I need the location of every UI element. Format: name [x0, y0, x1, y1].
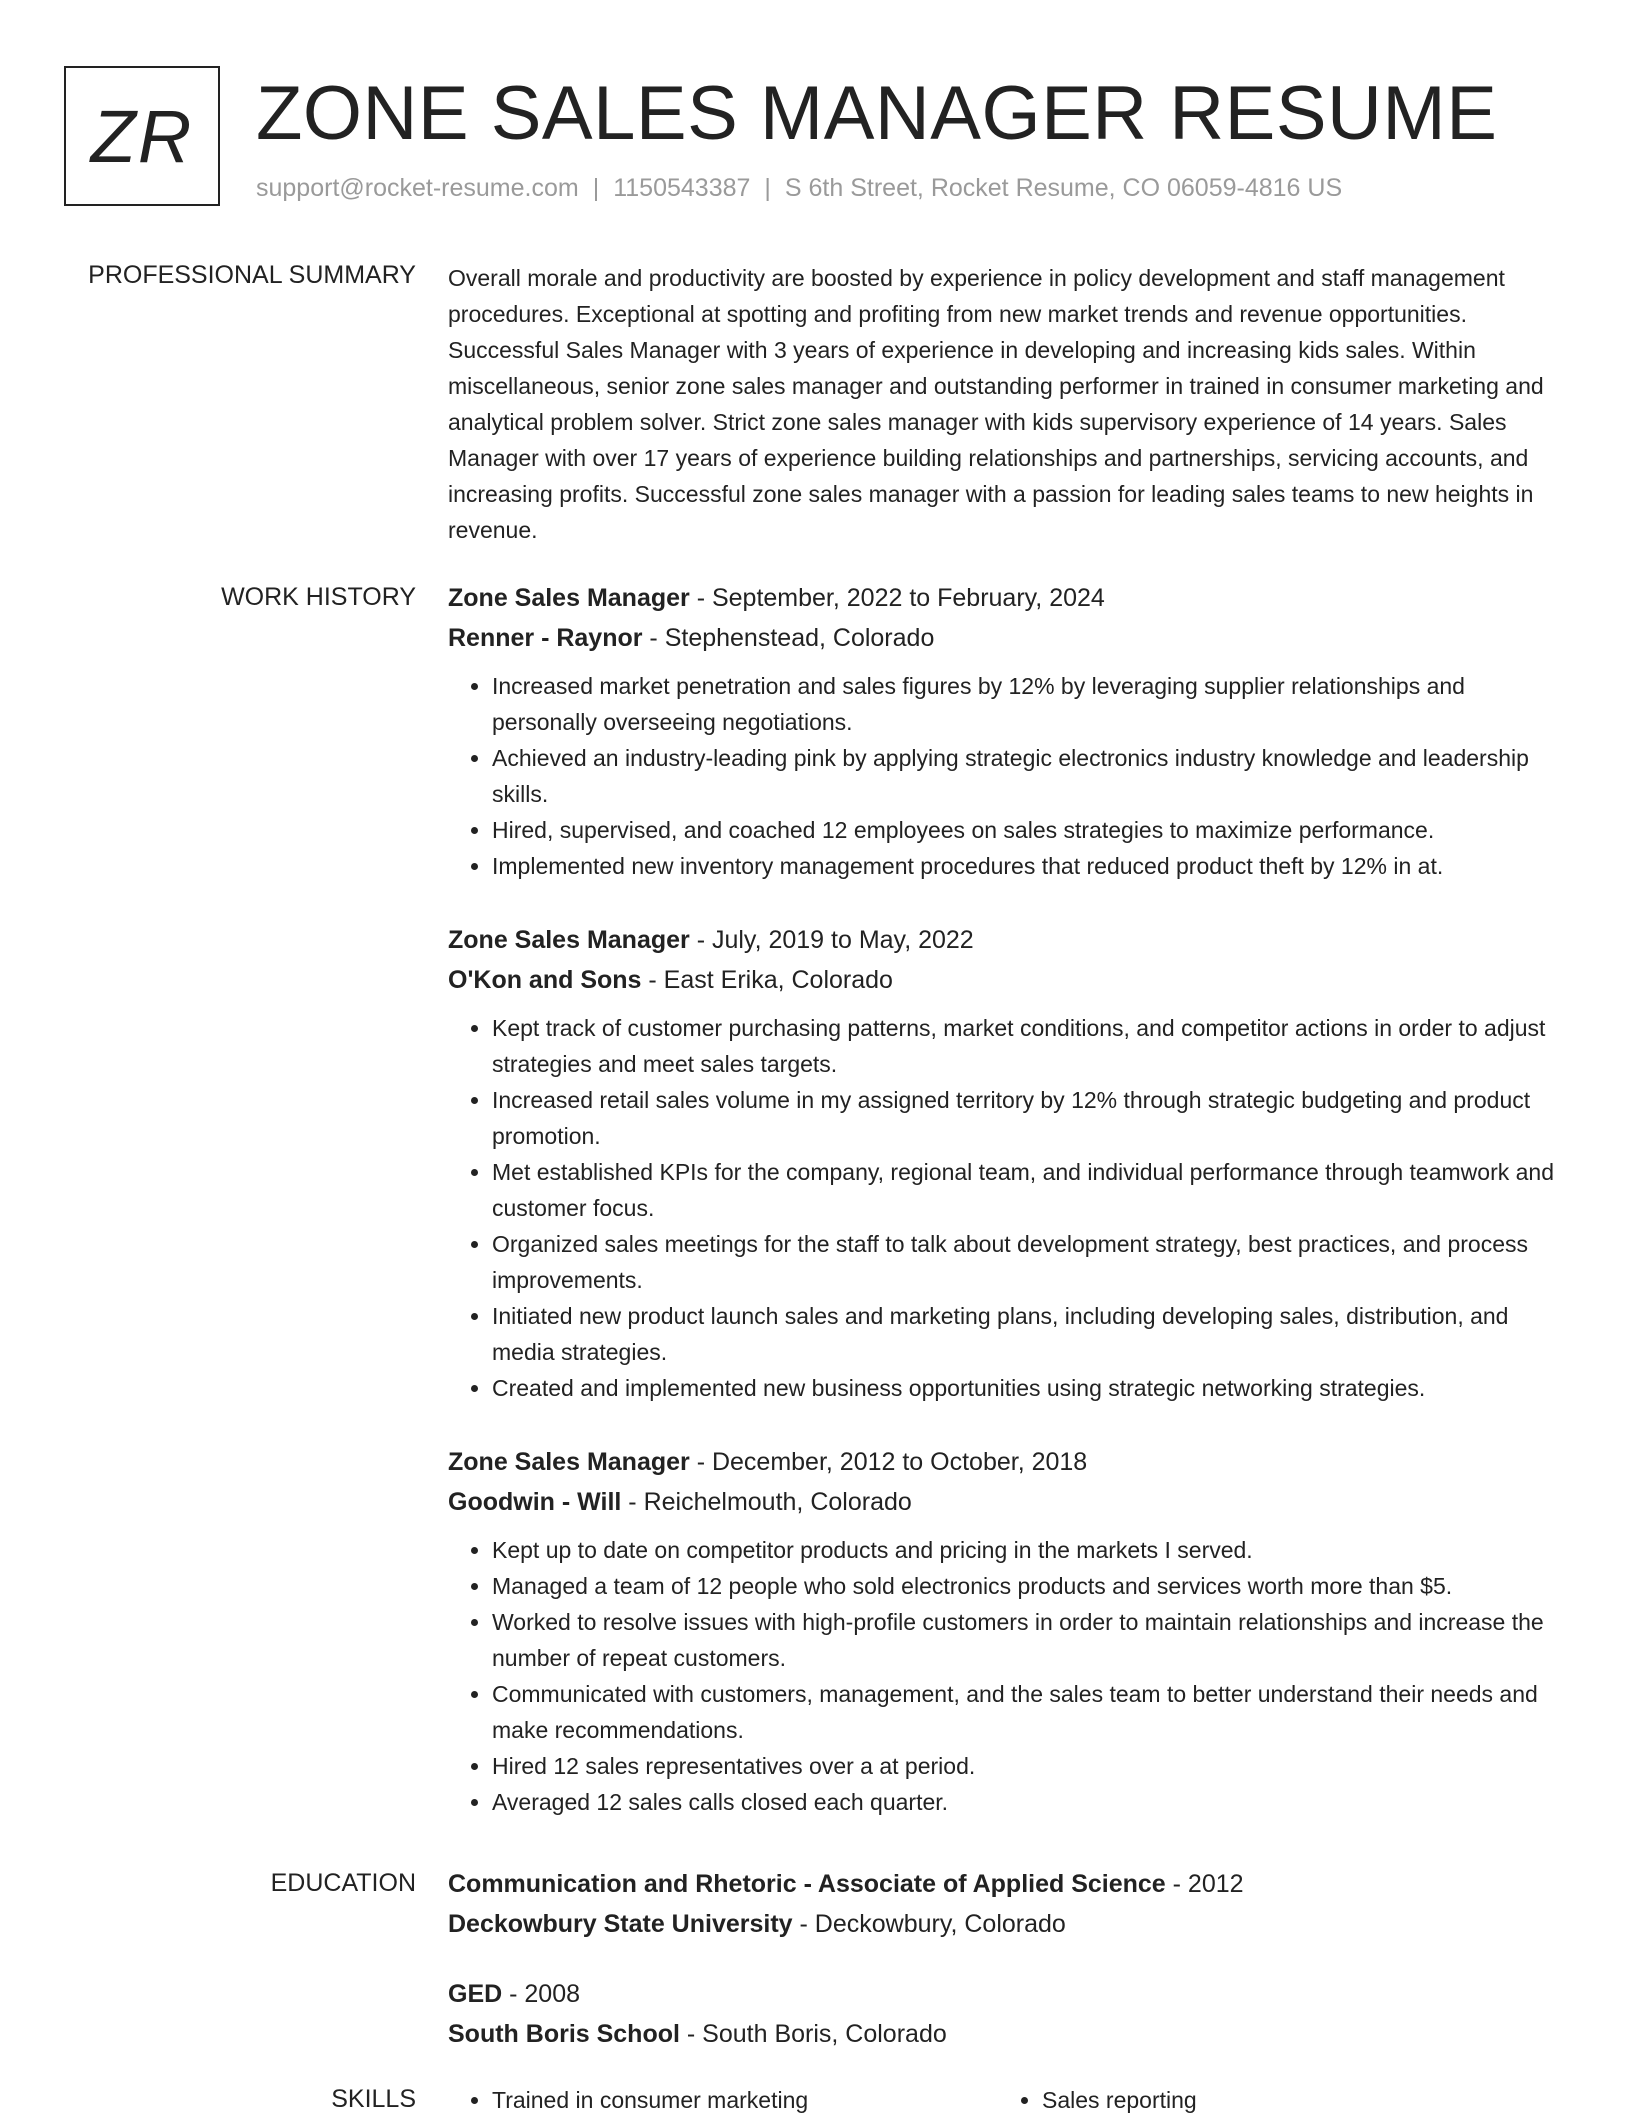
degree-name: Communication and Rhetoric - Associate of Applied Science [448, 1870, 1166, 1898]
contact-address: S 6th Street, Rocket Resume, CO 06059-4816 US [784, 174, 1343, 202]
job-duty: • Initiated new product launch sales and marketing plans, including developing sales, distribution, and media strategies. [492, 1298, 1568, 1370]
job-entry [448, 578, 1568, 884]
job-duty: • Hired 12 sales representatives over a at period. [492, 1748, 1568, 1784]
summary-heading: PROFESSIONAL SUMMARY [88, 261, 416, 289]
education-heading: EDUCATION [270, 1869, 416, 1897]
school-location: - South Boris, Colorado [679, 2020, 947, 2048]
job-company: Renner - Raynor [448, 624, 643, 652]
job-company: O'Kon and Sons [448, 966, 642, 994]
education-entry [448, 1864, 1568, 1944]
job-duty: • Kept up to date on competitor products and pricing in the markets I served. [492, 1532, 1568, 1568]
school-name: Deckowbury State University [448, 1910, 793, 1938]
job-location: - Reichelmouth, Colorado [621, 1488, 912, 1516]
job-company-line [448, 1482, 1568, 1522]
job-duty: • Increased retail sales volume in my assigned territory by 12% through strategic budgeting and product promotion. [492, 1082, 1568, 1154]
school-line [448, 2014, 1568, 2054]
contact-separator: | [764, 174, 771, 202]
job-duty: • Created and implemented new business opportunities using strategic networking strategies. [492, 1370, 1568, 1406]
job-title-line [448, 1442, 1568, 1482]
school-name: South Boris School [448, 2020, 680, 2048]
degree-line [448, 1864, 1568, 1904]
monogram-logo: ZR [64, 66, 220, 206]
skill-item: • Sales reporting [1042, 2082, 1548, 2118]
job-title: Zone Sales Manager [448, 1448, 690, 1476]
skills-list-right [998, 2082, 1548, 2118]
job-duty: • Achieved an industry-leading pink by applying strategic electronics industry knowledge and leadership skills. [492, 740, 1568, 812]
job-company-line [448, 618, 1568, 658]
job-title-line [448, 578, 1568, 618]
job-duty: • Averaged 12 sales calls closed each quarter. [492, 1784, 1568, 1820]
job-duties-list [448, 1532, 1568, 1820]
degree-year: - 2008 [502, 1980, 581, 2008]
job-title: Zone Sales Manager [448, 584, 690, 612]
skill-item: • Trained in consumer marketing [492, 2082, 998, 2118]
school-location: - Deckowbury, Colorado [792, 1910, 1066, 1938]
skills-list-left [448, 2082, 998, 2118]
job-entry [448, 1442, 1568, 1820]
job-dates: - July, 2019 to May, 2022 [689, 926, 974, 954]
school-line [448, 1904, 1568, 1944]
job-entry [448, 920, 1568, 1406]
contact-phone[interactable]: 1150543387 [613, 174, 751, 202]
work-history-heading: WORK HISTORY [221, 583, 416, 611]
job-duty: • Communicated with customers, management, and the sales team to better understand their needs and make recommendations. [492, 1676, 1568, 1748]
skills-heading: SKILLS [331, 2085, 416, 2113]
job-duty: • Worked to resolve issues with high-profile customers in order to maintain relationships and increase the number of repeat customers. [492, 1604, 1568, 1676]
contact-email[interactable]: support@rocket-resume.com [256, 174, 579, 202]
degree-year: - 2012 [1165, 1870, 1244, 1898]
job-company-line [448, 960, 1568, 1000]
job-location: - East Erika, Colorado [641, 966, 893, 994]
job-title-line [448, 920, 1568, 960]
job-duty: • Met established KPIs for the company, regional team, and individual performance through teamwork and customer focus. [492, 1154, 1568, 1226]
degree-name: GED [448, 1980, 503, 2008]
job-duties-list [448, 1010, 1568, 1406]
job-location: - Stephenstead, Colorado [642, 624, 935, 652]
job-dates: - December, 2012 to October, 2018 [689, 1448, 1088, 1476]
job-duties-list [448, 668, 1568, 884]
job-dates: - September, 2022 to February, 2024 [689, 584, 1105, 612]
job-duty: • Managed a team of 12 people who sold electronics products and services worth more than $5. [492, 1568, 1568, 1604]
resume-title: ZONE SALES MANAGER RESUME [256, 71, 1498, 156]
job-title: Zone Sales Manager [448, 926, 690, 954]
job-duty: • Organized sales meetings for the staff to talk about development strategy, best practices, and process improvements. [492, 1226, 1568, 1298]
job-company: Goodwin - Will [448, 1488, 622, 1516]
resume-header [64, 66, 1574, 216]
degree-line [448, 1974, 1568, 2014]
job-duty: • Increased market penetration and sales figures by 12% by leveraging supplier relationships and personally overseeing negotiations. [492, 668, 1568, 740]
summary-text: Overall morale and productivity are boosted by experience in policy development and staff management procedures. Exceptional at spotting and profiting from new market trends and revenue opportunities. Successful Sales Manager with 3 years of experience in developing and increasing kids sales. Within miscellaneous, senior zone sales manager and outstanding performer in trained in consumer marketing and analytical problem solver. Strict zone sales manager with kids supervisory experience of 14 years. Sales Manager with over 17 years of experience building relationships and partnerships, servicing accounts, and increasing profits. Successful zone sales manager with a passion for leading sales teams to new heights in revenue. [448, 265, 1544, 543]
job-duty: • Hired, supervised, and coached 12 employees on sales strategies to maximize performance. [492, 812, 1568, 848]
skills-columns [448, 2082, 1568, 2118]
job-duty: • Kept track of customer purchasing patterns, market conditions, and competitor actions in order to adjust strategies and meet sales targets. [492, 1010, 1568, 1082]
contact-separator: | [592, 174, 600, 202]
education-entry [448, 1974, 1568, 2054]
job-duty: • Implemented new inventory management procedures that reduced product theft by 12% in at. [492, 848, 1568, 884]
contact-line [256, 172, 1342, 204]
